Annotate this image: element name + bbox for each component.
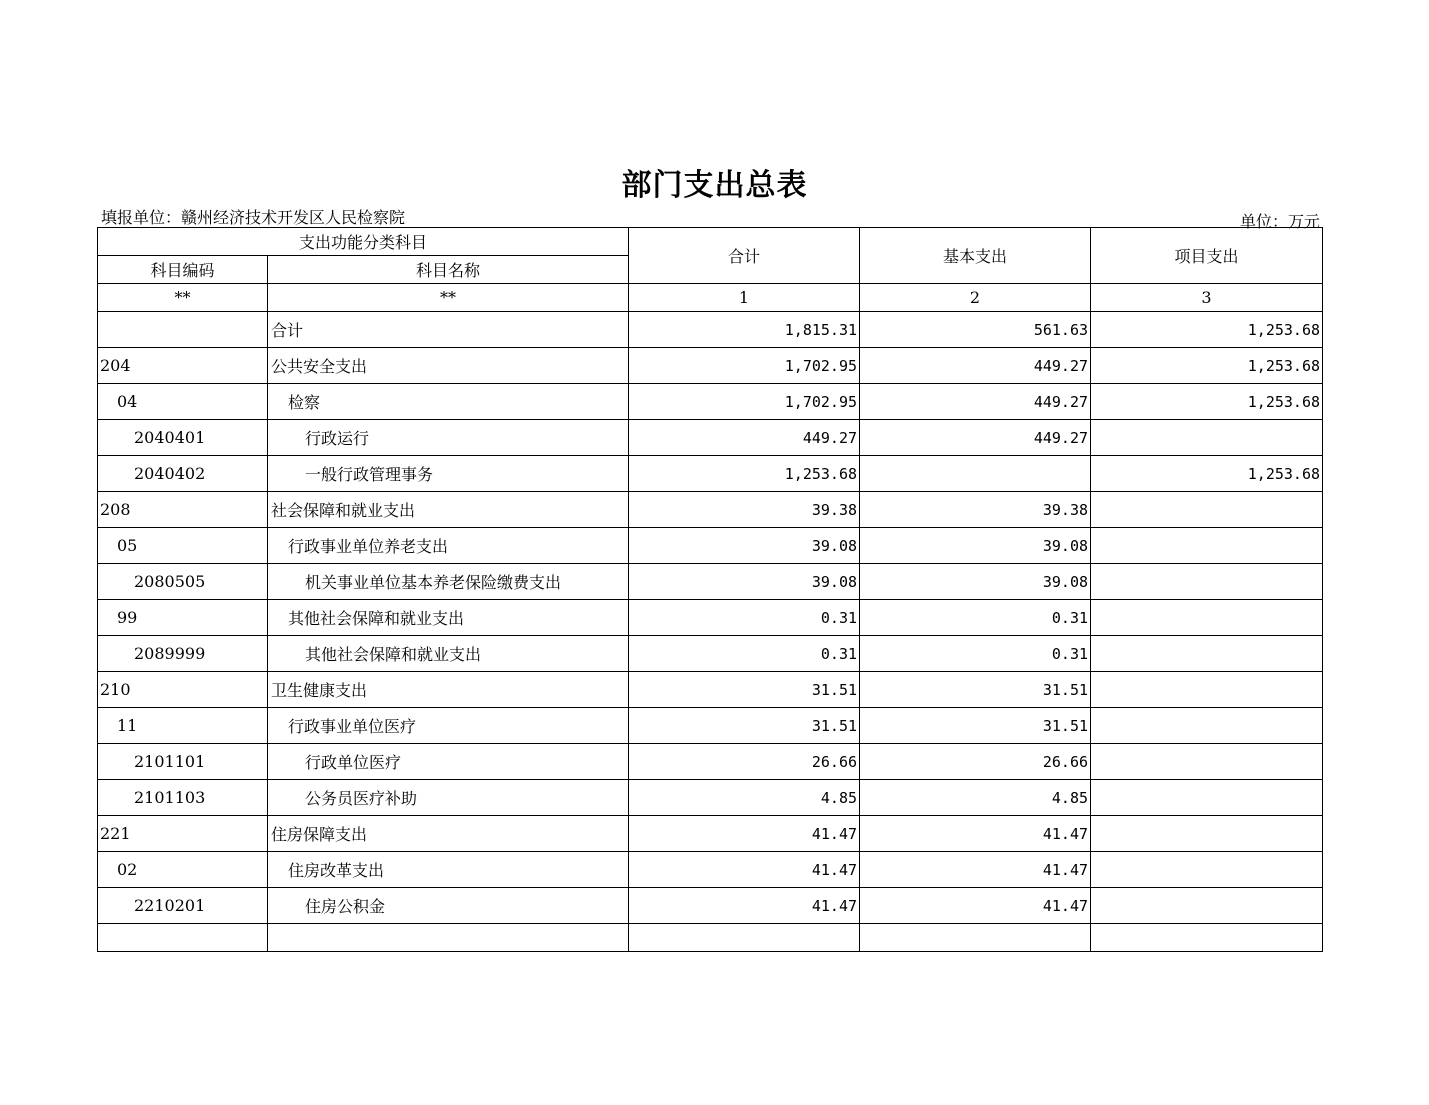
code-cell: 2080505: [98, 564, 268, 600]
basic-cell: 31.51: [860, 672, 1091, 708]
total-cell: 39.08: [629, 564, 860, 600]
header-total: 合计: [629, 228, 860, 284]
index-code: **: [98, 284, 268, 312]
total-cell: 1,702.95: [629, 348, 860, 384]
header-function-category: 支出功能分类科目: [98, 228, 629, 256]
basic-cell: 449.27: [860, 348, 1091, 384]
name-cell: 一般行政管理事务: [268, 456, 629, 492]
project-cell: [1091, 780, 1323, 816]
basic-cell: 31.51: [860, 708, 1091, 744]
total-cell: 26.66: [629, 744, 860, 780]
table-row: [98, 888, 1323, 924]
project-cell: [1091, 564, 1323, 600]
table-row: [98, 672, 1323, 708]
table-row: [98, 636, 1323, 672]
basic-cell: 41.47: [860, 888, 1091, 924]
project-cell: [1091, 492, 1323, 528]
name-cell: 行政运行: [268, 420, 629, 456]
name-cell: 住房公积金: [268, 888, 629, 924]
basic-cell: 39.38: [860, 492, 1091, 528]
code-cell: 210: [98, 672, 268, 708]
expenditure-table: [97, 227, 1323, 952]
basic-cell: 41.47: [860, 816, 1091, 852]
table-row: [98, 384, 1323, 420]
code-cell: 2101103: [98, 780, 268, 816]
project-cell: [1091, 744, 1323, 780]
project-cell: 1,253.68: [1091, 312, 1323, 348]
name-cell: 其他社会保障和就业支出: [268, 600, 629, 636]
name-cell: 卫生健康支出: [268, 672, 629, 708]
name-cell: 公共安全支出: [268, 348, 629, 384]
currency-unit: 单位：万元: [1239, 212, 1320, 231]
blank-cell: [268, 924, 629, 952]
total-cell: 1,815.31: [629, 312, 860, 348]
blank-cell: [98, 924, 268, 952]
code-cell: 11: [98, 708, 268, 744]
table-row: [98, 780, 1323, 816]
total-cell: 41.47: [629, 816, 860, 852]
total-cell: 41.47: [629, 852, 860, 888]
code-cell: 02: [98, 852, 268, 888]
index-total: 1: [629, 284, 860, 312]
code-cell: 2101101: [98, 744, 268, 780]
code-cell: 2040402: [98, 456, 268, 492]
project-cell: [1091, 816, 1323, 852]
table-row: [98, 528, 1323, 564]
name-cell: 社会保障和就业支出: [268, 492, 629, 528]
index-basic: 2: [860, 284, 1091, 312]
basic-cell: 0.31: [860, 636, 1091, 672]
total-cell: 39.08: [629, 528, 860, 564]
name-cell: 行政单位医疗: [268, 744, 629, 780]
name-cell: 住房改革支出: [268, 852, 629, 888]
code-cell: [98, 312, 268, 348]
table-row: [98, 708, 1323, 744]
header-basic: 基本支出: [860, 228, 1091, 284]
total-cell: 41.47: [629, 888, 860, 924]
code-cell: 2040401: [98, 420, 268, 456]
code-cell: 05: [98, 528, 268, 564]
total-cell: 39.38: [629, 492, 860, 528]
index-project: 3: [1091, 284, 1323, 312]
project-cell: [1091, 528, 1323, 564]
project-cell: 1,253.68: [1091, 384, 1323, 420]
name-cell: 检察: [268, 384, 629, 420]
reporting-unit: 填报单位：赣州经济技术开发区人民检察院: [101, 208, 406, 227]
table-row: [98, 420, 1323, 456]
table-row: [98, 312, 1323, 348]
name-cell: 机关事业单位基本养老保险缴费支出: [268, 564, 629, 600]
basic-cell: 39.08: [860, 528, 1091, 564]
table-row: [98, 600, 1323, 636]
table-row: [98, 852, 1323, 888]
total-cell: 1,253.68: [629, 456, 860, 492]
blank-cell: [1091, 924, 1323, 952]
name-cell: 其他社会保障和就业支出: [268, 636, 629, 672]
index-name: **: [268, 284, 629, 312]
code-cell: 208: [98, 492, 268, 528]
project-cell: [1091, 636, 1323, 672]
basic-cell: [860, 456, 1091, 492]
header-name: 科目名称: [268, 256, 629, 284]
table-row: [98, 816, 1323, 852]
total-cell: 0.31: [629, 600, 860, 636]
project-cell: [1091, 888, 1323, 924]
name-cell: 行政事业单位医疗: [268, 708, 629, 744]
total-cell: 449.27: [629, 420, 860, 456]
project-cell: [1091, 672, 1323, 708]
blank-cell: [629, 924, 860, 952]
basic-cell: 449.27: [860, 420, 1091, 456]
blank-row: [98, 924, 1323, 952]
blank-cell: [860, 924, 1091, 952]
project-cell: [1091, 708, 1323, 744]
project-cell: 1,253.68: [1091, 348, 1323, 384]
total-cell: 31.51: [629, 708, 860, 744]
basic-cell: 26.66: [860, 744, 1091, 780]
basic-cell: 4.85: [860, 780, 1091, 816]
table-row: [98, 564, 1323, 600]
name-cell: 行政事业单位养老支出: [268, 528, 629, 564]
page-title: 部门支出总表: [621, 168, 808, 203]
name-cell: 合计: [268, 312, 629, 348]
name-cell: 住房保障支出: [268, 816, 629, 852]
total-cell: 4.85: [629, 780, 860, 816]
header-project: 项目支出: [1091, 228, 1323, 284]
code-cell: 04: [98, 384, 268, 420]
code-cell: 99: [98, 600, 268, 636]
table-row: [98, 348, 1323, 384]
table-row: [98, 492, 1323, 528]
project-cell: [1091, 600, 1323, 636]
code-cell: 2210201: [98, 888, 268, 924]
total-cell: 31.51: [629, 672, 860, 708]
code-cell: 221: [98, 816, 268, 852]
table-row: [98, 456, 1323, 492]
code-cell: 2089999: [98, 636, 268, 672]
total-cell: 1,702.95: [629, 384, 860, 420]
project-cell: 1,253.68: [1091, 456, 1323, 492]
header-code: 科目编码: [98, 256, 268, 284]
basic-cell: 0.31: [860, 600, 1091, 636]
basic-cell: 561.63: [860, 312, 1091, 348]
basic-cell: 41.47: [860, 852, 1091, 888]
name-cell: 公务员医疗补助: [268, 780, 629, 816]
project-cell: [1091, 420, 1323, 456]
code-cell: 204: [98, 348, 268, 384]
basic-cell: 449.27: [860, 384, 1091, 420]
table-row: [98, 744, 1323, 780]
basic-cell: 39.08: [860, 564, 1091, 600]
total-cell: 0.31: [629, 636, 860, 672]
project-cell: [1091, 852, 1323, 888]
